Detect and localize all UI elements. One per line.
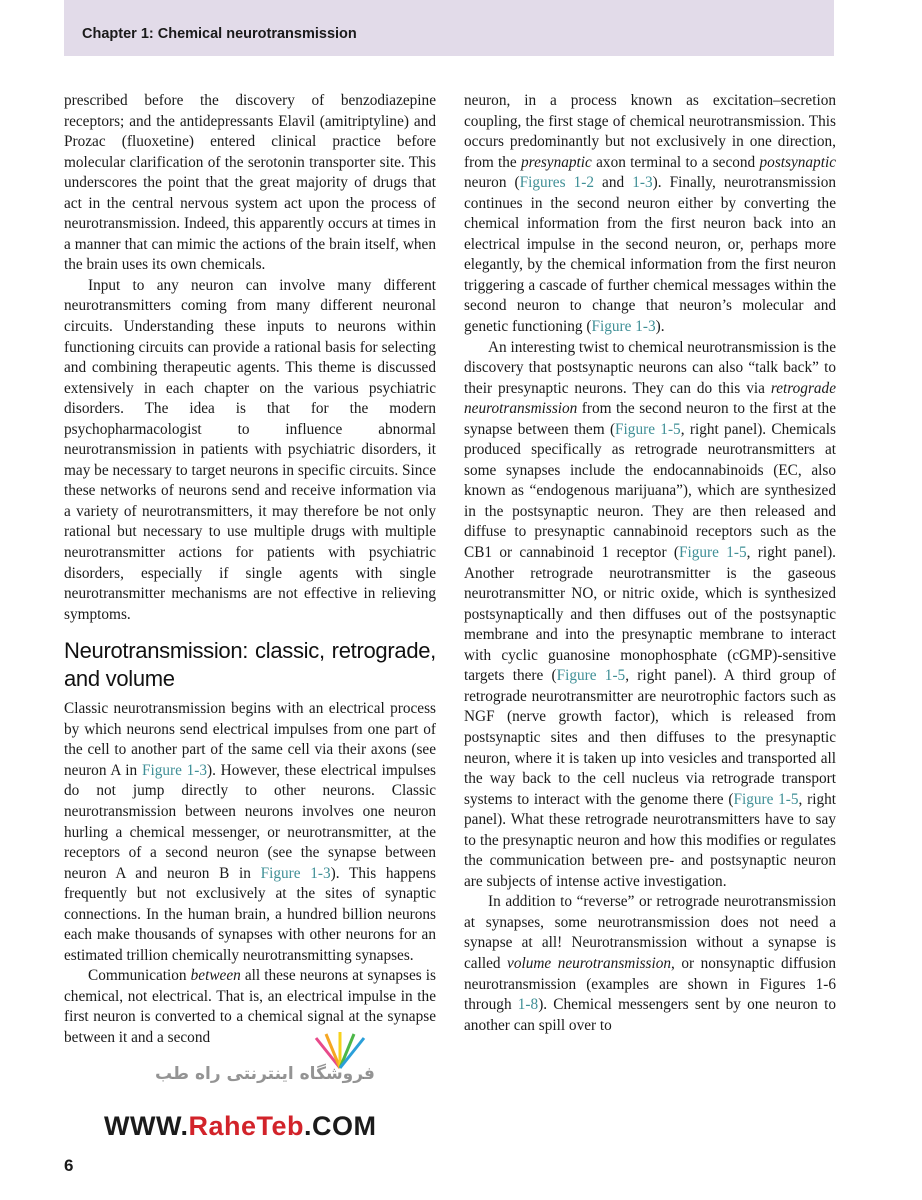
figure-reference-link[interactable]: 1-8 xyxy=(517,996,539,1014)
chapter-title: Chapter 1: Chemical neurotransmission xyxy=(82,26,357,42)
figure-reference-link[interactable]: Figure 1-3 xyxy=(260,864,331,882)
paragraph: Input to any neuron can involve many different neurotransmitters coming from many different neuronal circuits. Understanding these inputs to neurons within functioning circuits can provide a rational basis for selecting and combining therapeutic agents. This theme is discussed extensively in each chapter on the various psychiatric disorders. The idea is that for the modern psychopharmacologist to influence abnormal neurotransmission in patients with psychiatric disorders, it may be necessary to target neurons in specific circuits. Since these networks of neurons send and receive information via a variety of neurotransmitters, it may therefore be not only rational but necessary to use multiple drugs with multiple neurotransmitter actions for patients with psychiatric disorders, especially if single agents with single neurotransmitter mechanisms are not effective in relieving symptoms. xyxy=(64,276,436,623)
left-column xyxy=(64,91,436,1049)
figure-reference-link[interactable]: 1-3 xyxy=(632,174,653,192)
figure-reference-link[interactable]: Figure 1-5 xyxy=(733,790,799,808)
right-column xyxy=(464,91,836,1036)
figure-reference-link[interactable]: Figures 1-2 xyxy=(519,174,594,192)
paragraph: In addition to “reverse” or retrograde neurotransmission at synapses, some neurotransmission does not need a synapse at all! Neurotransmission without a synapse is called volume neurotransmission, or nonsynaptic diffusion neurotransmission (examples are shown in Figures 1-6 through 1-8). Chemical messengers sent by one neuron to another can spill over to xyxy=(464,893,837,1034)
figure-reference-link[interactable]: Figure 1-5 xyxy=(678,544,747,562)
chapter-header-band xyxy=(64,0,834,56)
paragraph: Classic neurotransmission begins with an electrical process by which neurons send electrical impulses from one part of the cell to another part of the same cell via their axons (see neuron A in Figure 1-3). However, these electrical impulses do not jump directly to other neurons. Classic neurotransmission between neurons involves one neuron hurling a chemical messenger, or neurotransmitter, at the receptors of a second neuron (see the synapse between neuron A and neuron B in Figure 1-3). This happens frequently but not exclusively at the sites of synaptic connections. In the human brain, a hundred billion neurons each make thousands of synapses with other neurons for an estimated trillion chemically neurotransmitting synapses. xyxy=(64,700,436,964)
figure-reference-link[interactable]: Figure 1-3 xyxy=(591,318,656,336)
watermark-persian-text: فروشگاه اینترنتی راه طب xyxy=(155,1064,375,1084)
paragraph: neuron, in a process known as excitation–secretion coupling, the first stage of chemical neurotransmission. This occurs predominantly but not exclusively in one direction, from the presynaptic axon terminal to a second postsynaptic neuron (Figures 1-2 and 1-3). Finally, neurotransmission continues in the second neuron either by converting the chemical information from the first neuron back into an electrical impulse in the second neuron, or, perhaps more elegantly, by the chemical information from the first neuron triggering a cascade of further chemical messages within the second neuron to change that neuron’s molecular and genetic functioning (Figure 1-3). xyxy=(464,92,836,336)
figure-reference-link[interactable]: Figure 1-5 xyxy=(615,420,681,438)
paragraph: An interesting twist to chemical neurotransmission is the discovery that postsynaptic neurons can also “talk back” to their presynaptic neurons. They can do this via retrograde neurotransmission from the second neuron to the first at the synapse between them (Figure 1-5, right panel). Chemicals produced specifically as retrograde neurotransmitters at some synapses include the endocannabinoids (EC, also known as “endogenous marijuana”), which are synthesized in the postsynaptic neuron. They are then released and diffuse to presynaptic cannabinoid receptors such as the CB1 or cannabinoid 1 receptor (Figure 1-5, right panel). Another retrograde neurotransmitter is the gaseous neurotransmitter NO, or nitric oxide, which is synthesized postsynaptically and then diffuses out of the postsynaptic membrane and into the presynaptic membrane to interact with cyclic guanosine monophosphate (cGMP)-sensitive targets there (Figure 1-5, right panel). A third group of retrograde neurotransmitter are neurotrophic factors such as NGF (nerve growth factor), which is released from postsynaptic sites and then diffuses to the presynaptic neuron, where it is taken up into vesicles and transported all the way back to the cell nucleus via retrograde transport systems to interact with the genome there (Figure 1-5, right panel). What these retrograde neurotransmitters have to say to the presynaptic neuron and how this modifies or regulates the communication between pre- and postsynaptic neuron are subjects of intense active investigation. xyxy=(464,338,836,890)
paragraph: Communication between all these neurons at synapses is chemical, not electrical. That is, an electrical impulse in the first neuron is converted to a chemical signal at the synapse between it and a second xyxy=(64,967,436,1046)
figure-reference-link[interactable]: Figure 1-5 xyxy=(556,667,626,685)
paragraph: prescribed before the discovery of benzodiazepine receptors; and the antidepressants Elavil (amitriptyline) and Prozac (fluoxetine) entered clinical practice before molecular clarification of the serotonin transporter site. This underscores the point that the great majority of drugs that act in the central nervous system act upon the process of neurotransmission. Indeed, this apparently occurs at times in a manner that can mimic the actions of the brain itself, when the brain uses its own chemicals. xyxy=(64,92,436,274)
watermark-url: WWW.RaheTeb.COM xyxy=(104,1111,377,1141)
page-number: 6 xyxy=(64,1156,74,1175)
section-heading: Neurotransmission: classic, retrograde, and volume xyxy=(64,638,436,692)
watermark xyxy=(100,1026,400,1146)
figure-reference-link[interactable]: Figure 1-3 xyxy=(141,761,207,779)
